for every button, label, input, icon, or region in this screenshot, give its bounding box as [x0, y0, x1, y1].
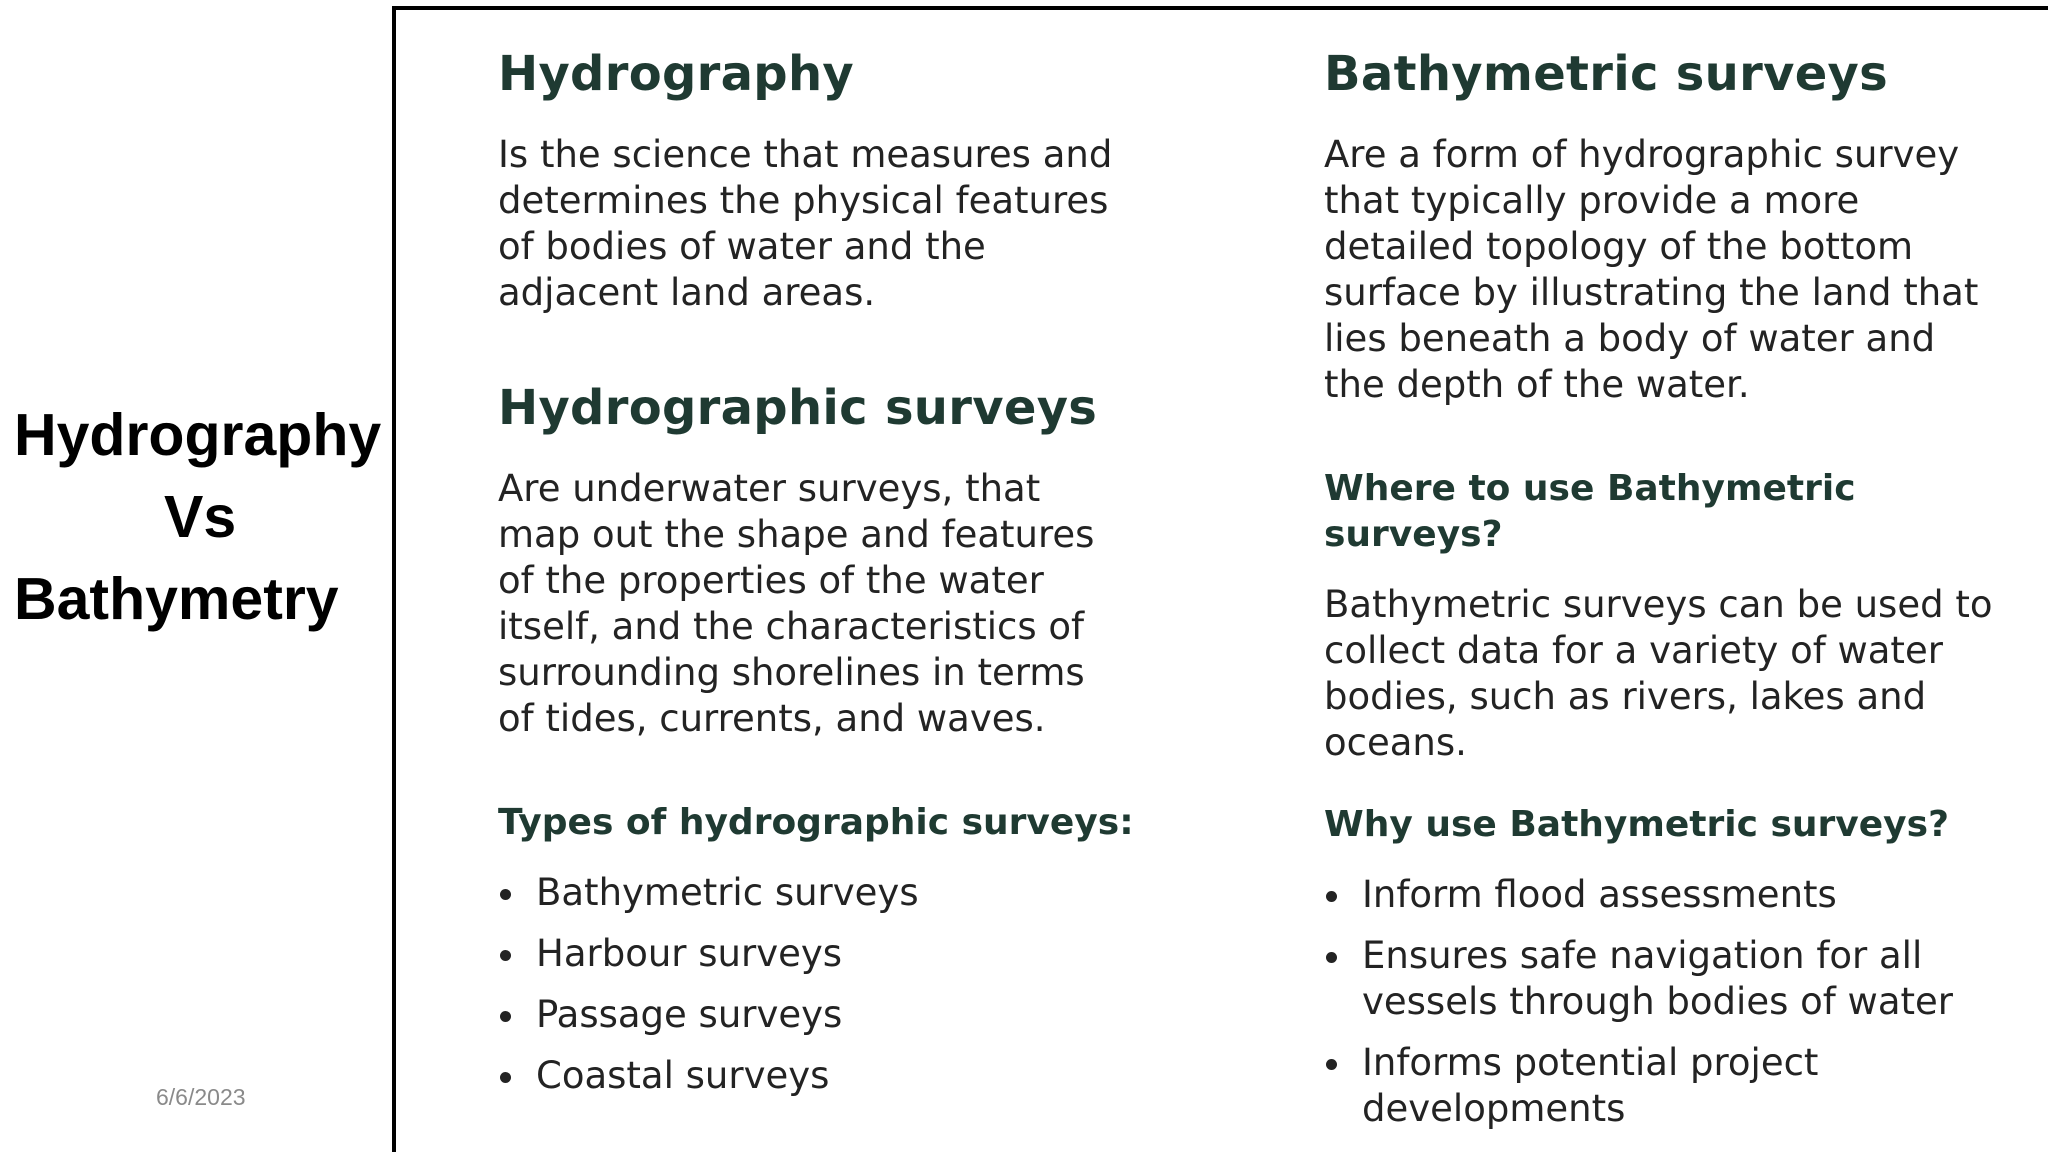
right-column: [1324, 40, 2048, 1132]
slide-date: 6/6/2023: [156, 1084, 246, 1110]
bathymetric-surveys-heading: Bathymetric surveys: [1324, 46, 1889, 102]
list-item: Coastal surveys: [498, 1053, 1218, 1099]
list-item: Harbour surveys: [498, 931, 1218, 977]
slide-title-line-3: Bathymetry: [14, 566, 339, 632]
where-heading: Where to use Bathymetric surveys?: [1324, 468, 1856, 555]
why-heading: Why use Bathymetric surveys?: [1324, 804, 1949, 845]
list-item: Bathymetric surveys: [498, 870, 1218, 916]
list-item: Inform flood assessments: [1324, 872, 2024, 918]
slide-title: [14, 394, 384, 640]
where-text: Bathymetric surveys can be used to collect data for a variety of water bodies, such as rivers, lakes and oceans.: [1324, 583, 1993, 764]
bathymetric-surveys-definition: Are a form of hydrographic survey that typically provide a more detailed topology of the bottom surface by illustrating the land that lies beneath a body of water and the depth of the water.: [1324, 133, 1979, 406]
list-item: Informs potential project developments: [1324, 1040, 2024, 1132]
list-item: Passage surveys: [498, 992, 1218, 1038]
types-heading: Types of hydrographic surveys:: [498, 802, 1134, 843]
slide-title-line-2: Vs: [164, 484, 237, 550]
hydrographic-surveys-definition: Are underwater surveys, that map out the shape and features of the properties of the water itself, and the characteristics of surrounding shorelines in terms of tides, currents, and waves.: [498, 467, 1095, 740]
types-list: [498, 870, 1218, 1099]
slide-title-line-1: Hydrography: [14, 402, 382, 468]
why-list: [1324, 872, 2024, 1132]
hydrography-heading: Hydrography: [498, 46, 855, 102]
hydrographic-surveys-heading: Hydrographic surveys: [498, 380, 1098, 436]
list-item: Ensures safe navigation for all vessels through bodies of water: [1324, 933, 2024, 1025]
hydrography-definition: Is the science that measures and determines the physical features of bodies of water and the adjacent land areas.: [498, 133, 1113, 314]
content-frame: [392, 6, 2048, 1152]
left-column: [498, 40, 1218, 1099]
